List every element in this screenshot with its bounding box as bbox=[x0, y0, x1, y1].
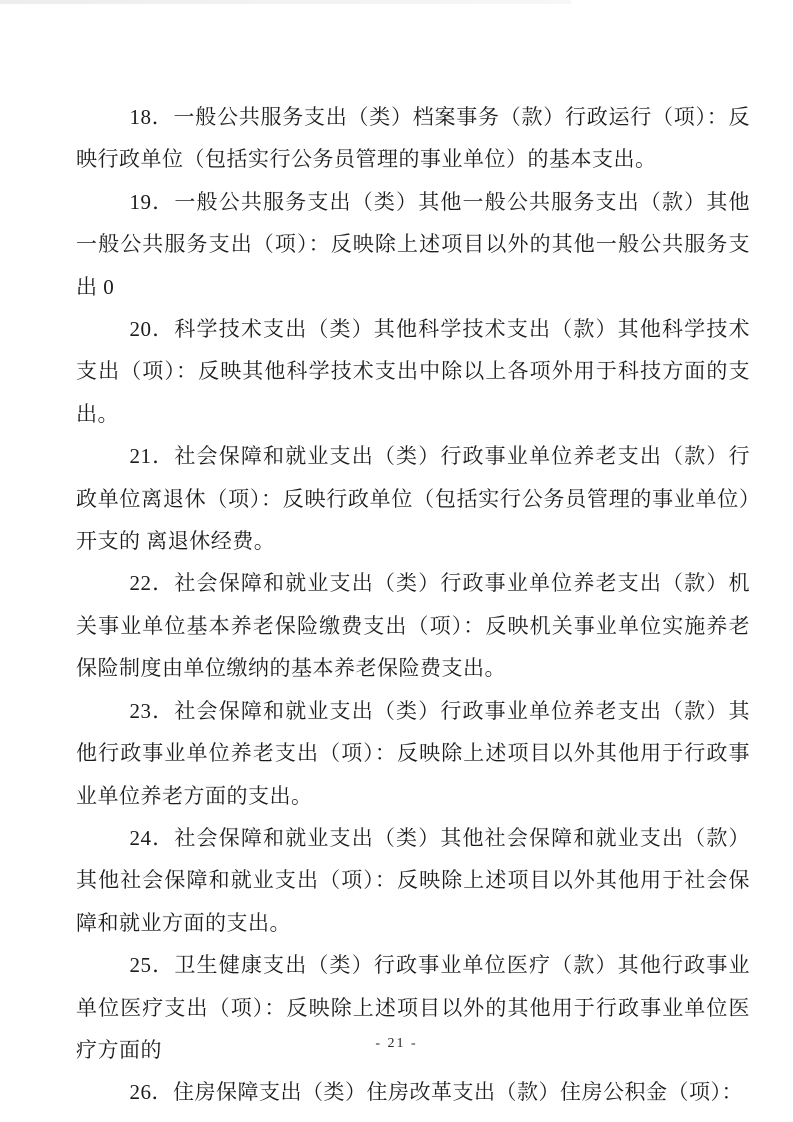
scan-artifact-line bbox=[0, 0, 571, 4]
paragraph-item-19: 19．一般公共服务支出（类）其他一般公共服务支出（款）其他一般公共服务支出（项）：反映除上述项目以外的其他一般公共服务支出 0 bbox=[76, 189, 750, 299]
paragraph-item-21: 21．社会保障和就业支出（类）行政事业单位养老支出（款）行政单位离退休（项）：反映行政单位（包括实行公务员管理的事业单位）开支的 离退休经费。 bbox=[76, 444, 750, 554]
paragraph-item-25: 25．卫生健康支出（类）行政事业单位医疗（款）其他行政事业单位医疗支出（项）：反映除上述项目以外的其他用于行政事业单位医疗方面的 bbox=[76, 953, 750, 1062]
paragraph-item-20: 20．科学技术支出（类）其他科学技术支出（款）其他科学技术支出（项）：反映其他科学技术支出中除以上各项外用于科技方面的支出。 bbox=[76, 317, 750, 426]
paragraph-item-18: 18．一般公共服务支出（类）档案事务（款）行政运行（项）：反映行政单位（包括实行公务员管理的事业单位）的基本支出。 bbox=[76, 105, 750, 172]
paragraph-item-24: 24．社会保障和就业支出（类）其他社会保障和就业支出（款）其他社会保障和就业支出（项）：反映除上述项目以外其他用于社会保障和就业方面的支出。 bbox=[76, 825, 750, 935]
paragraph-item-22: 22．社会保障和就业支出（类）行政事业单位养老支出（款）机关事业单位基本养老保险缴费支出（项）：反映机关事业单位实施养老保险制度由单位缴纳的基本养老保险费支出。 bbox=[76, 571, 750, 681]
paragraph-item-26: 26．住房保障支出（类）住房改革支出（款）住房公积金（项）： bbox=[129, 1080, 744, 1105]
paragraph-item-23: 23．社会保障和就业支出（类）行政事业单位养老支出（款）其他行政事业单位养老支出（项）：反映除上述项目以外其他用于行政事业单位养老方面的支出。 bbox=[76, 698, 750, 808]
page-number: - 21 - bbox=[375, 1036, 418, 1051]
document-text-block bbox=[76, 96, 750, 1114]
